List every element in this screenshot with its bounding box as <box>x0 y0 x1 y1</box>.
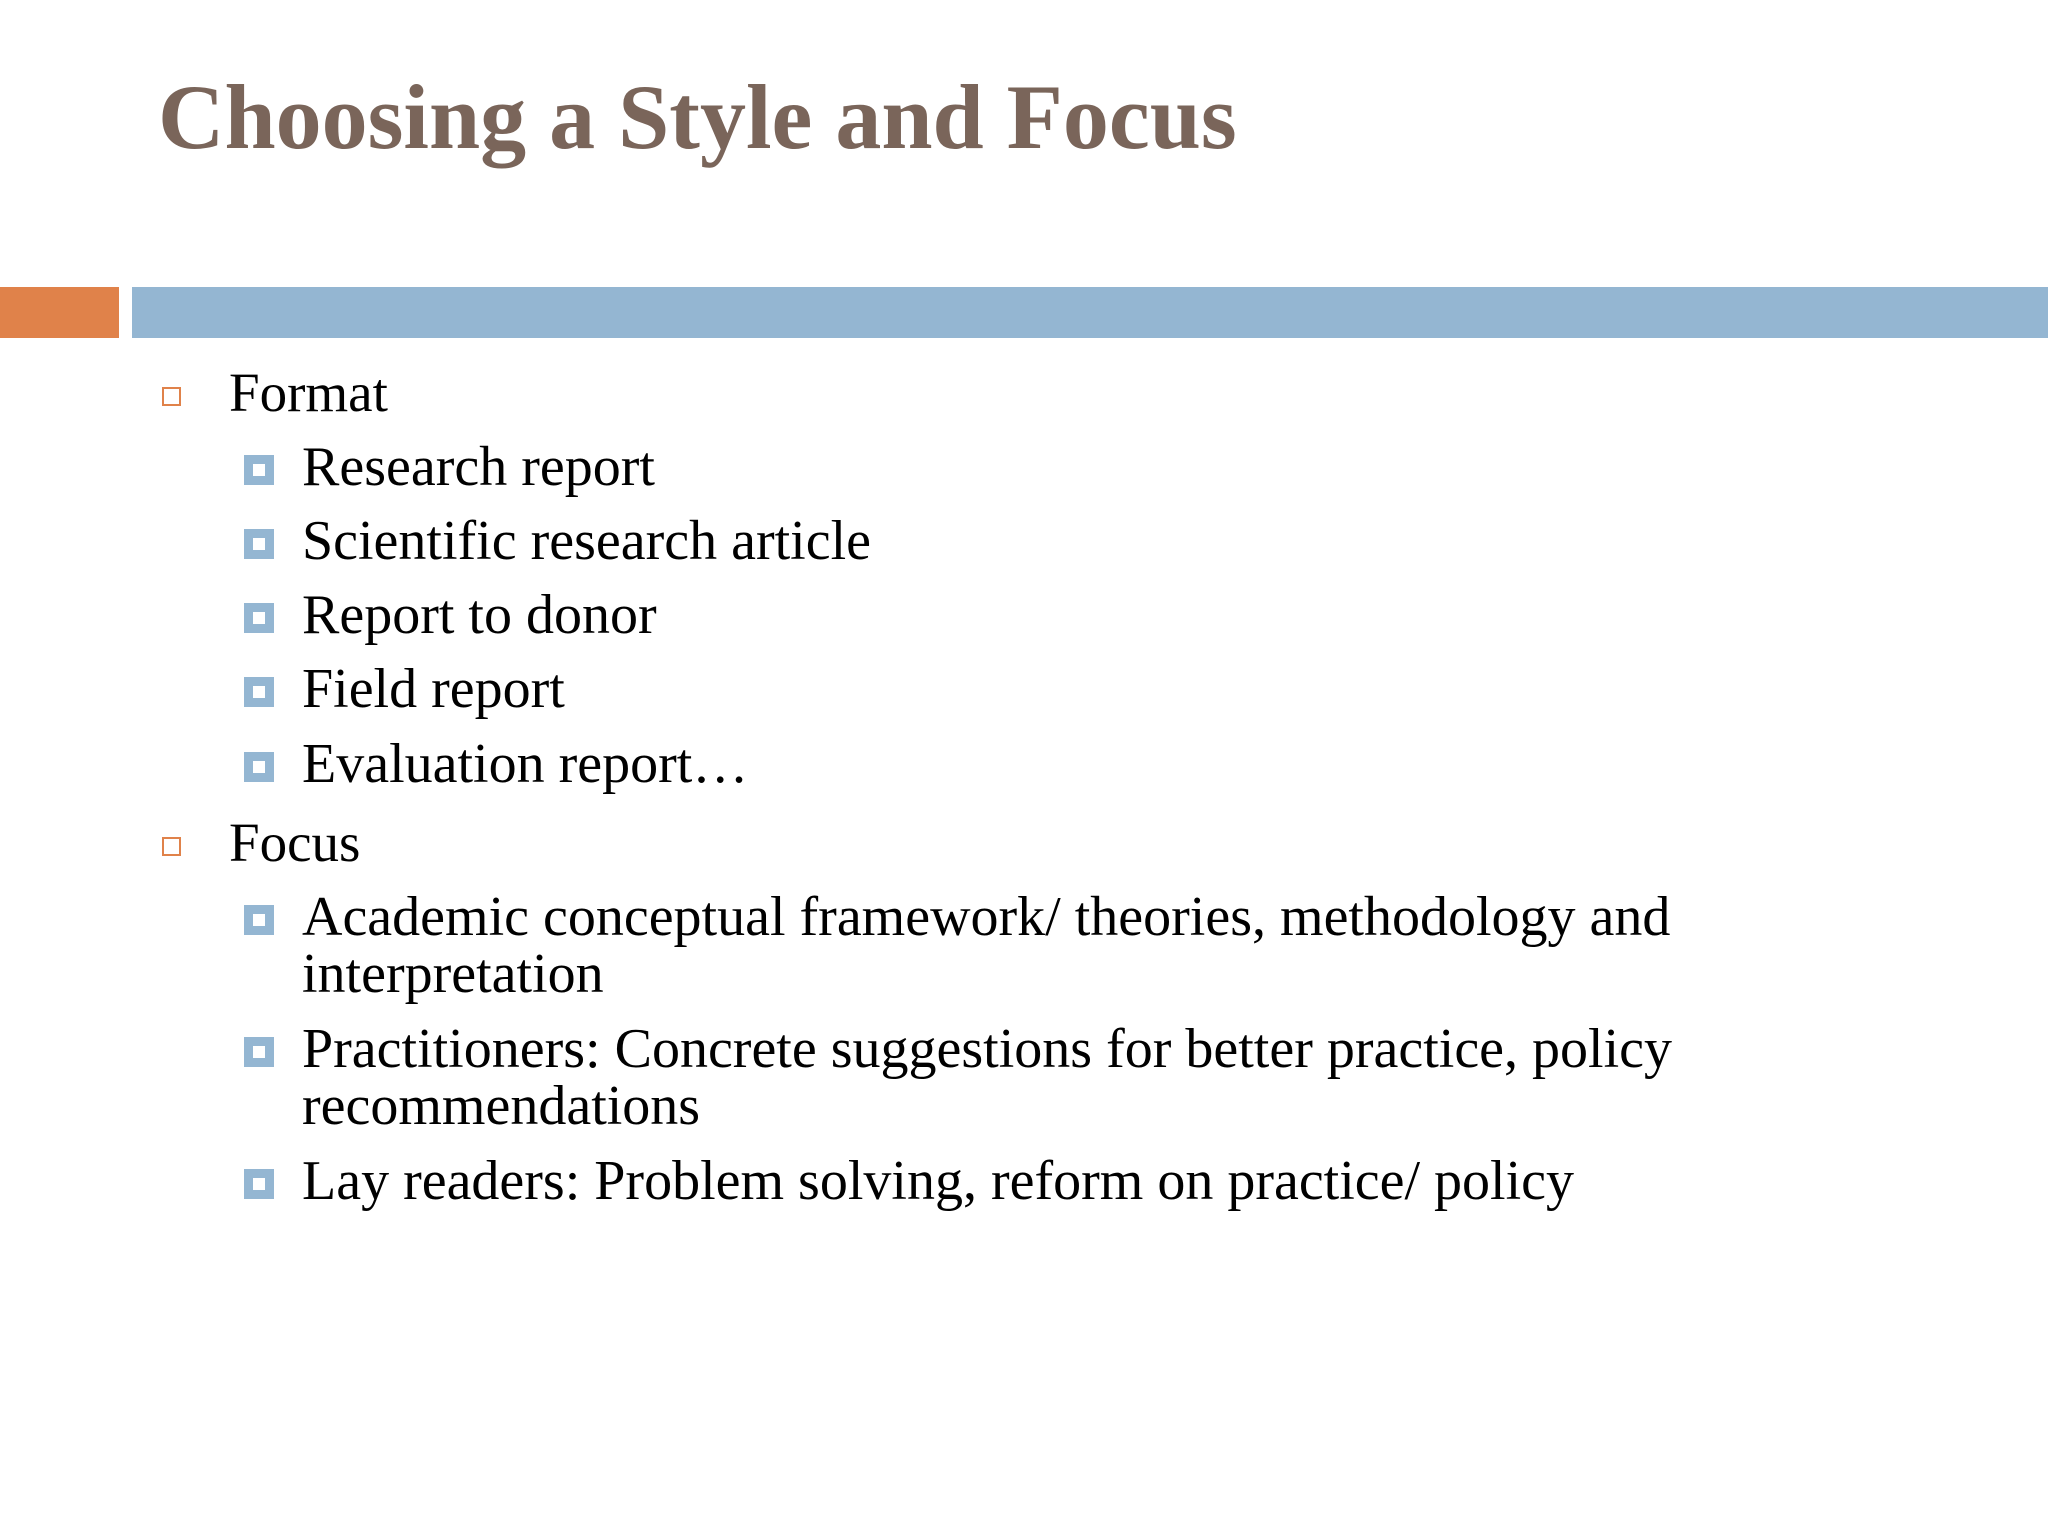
square-bullet-icon <box>162 387 181 406</box>
bullet-format: Format <box>229 362 388 423</box>
filled-square-bullet-icon <box>244 677 274 707</box>
list-item-continuation: interpretation <box>302 943 604 1005</box>
square-bullet-icon <box>162 837 181 856</box>
filled-square-bullet-icon <box>244 529 274 559</box>
bullet-focus: Focus <box>229 812 361 873</box>
list-item: Evaluation report… <box>302 733 749 795</box>
list-item: Report to donor <box>302 584 657 646</box>
list-item: Research report <box>302 436 655 498</box>
list-item: Practitioners: Concrete suggestions for better practice, policy <box>302 1018 1673 1080</box>
filled-square-bullet-icon <box>244 1169 274 1199</box>
filled-square-bullet-icon <box>244 752 274 782</box>
list-item: Lay readers: Problem solving, reform on practice/ policy <box>302 1150 1575 1212</box>
slide-title: Choosing a Style and Focus <box>158 66 1237 168</box>
list-item: Academic conceptual framework/ theories, methodology and <box>302 886 1671 948</box>
list-item: Field report <box>302 658 565 720</box>
filled-square-bullet-icon <box>244 455 274 485</box>
list-item: Scientific research article <box>302 510 871 572</box>
filled-square-bullet-icon <box>244 603 274 633</box>
filled-square-bullet-icon <box>244 1037 274 1067</box>
list-item-continuation: recommendations <box>302 1075 701 1137</box>
filled-square-bullet-icon <box>244 905 274 935</box>
